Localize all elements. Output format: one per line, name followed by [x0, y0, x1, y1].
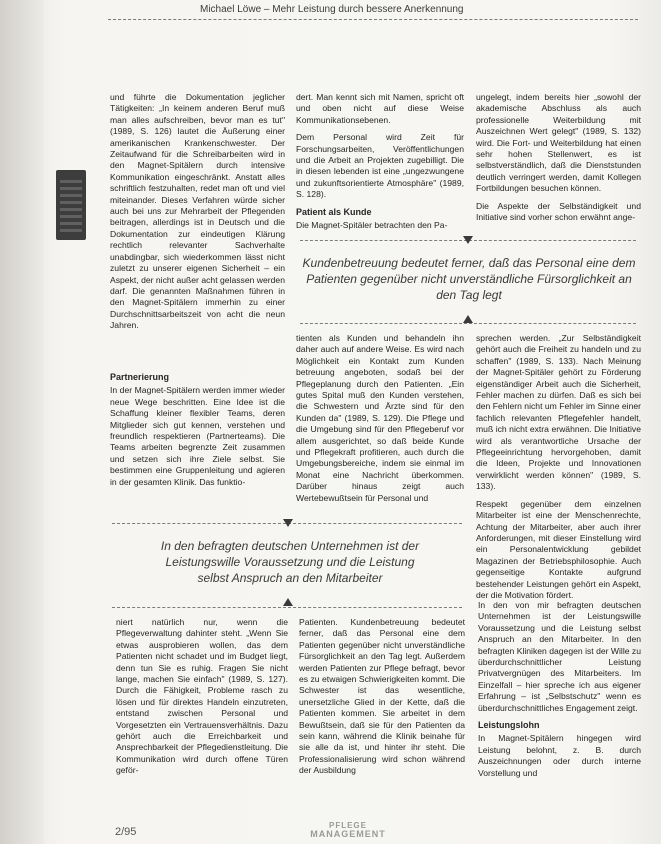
paragraph: und führte die Dokumentation jeglicher Tätigkeiten: „In keinem anderen Beruf muß man alles aufschreiben, bevor man es tut" (1989, S. 126) lautet die Äußerung einer amerikanischen Krankenschwester. Der Zeitaufwand für die Schreibarbeiten wird in den Magnet-Spitälern durch intensive Kommunikation eingeschränkt. Anstatt alles schriftlich festzuhalten, redet man oft und viel miteinander. Dieses Verfahren würde sicher auch bei uns zur Mehrarbeit der Pflegenden beitragen, allerdings ist in Deutsch und die Dokumentation zur eindeutigen Klärung rechtlich relevanter Sachverhalte unabdingbar, sich wiederkommen lässt nicht zuletzt zu unserer eigenen Sicherheit – ein Aspekt, der nicht außer acht gelassen werden darf. Die genannten Maßnahmen führen in den Magnet-Spitälern immerhin zu einer Durchschnittsarbeitszeit von acht die neun Jahren. [110, 92, 285, 331]
paragraph: dert. Man kennt sich mit Namen, spricht oft und oben nicht auf diese Weise Kommunikationsebenen. [296, 92, 464, 125]
pullquote-arrow-down-icon [283, 519, 293, 527]
pullquote-arrow-down-icon [463, 236, 473, 244]
pullquote-arrow-up-icon [283, 598, 293, 606]
middle-column-3 [476, 333, 641, 600]
magazine-logo [305, 822, 391, 844]
paragraph: Patienten. Kundenbetreuung bedeutet ferner, daß das Personal eine dem Patienten gegenüber nicht unverständliche Fürsorglichkeit an den Tag legt. Außerdem werden Patienten zur Pflege befragt, bevor es zu etwaigen Schwierigkeiten kommt. Die Schwester ist das wesentliche, unersetzliche Glied in der Kette, daß die Patienten kommen. Sie arbeitet in dem Bewußtsein, daß sie für den Patienten da sein kann, während die Klinik beinahe für sie alle da ist, und hinter ihr steht. Die Professionalisierung wird schon während der Ausbildung [299, 617, 465, 776]
paragraph: tienten als Kunden und behandeln ihn daher auch auf andere Weise. Es wird nach Möglichkeit ein Kontakt zum Kunden betreuung angeboten, sodaß bei der Pflegeplanung durch den Patienten. „Ein gutes Spital muß den Kunden verstehen, die Schwestern und Ärzte sind für den Kunden da" (1989, S. 129). Die Pflege und die Umgebung sind für den Pflegeberuf vor allem ausgerichtet, so daß beide Kunde und Pflegekraft profitieren, auch durch die Umgebungsbereiche, indem sie einmal im Monat eine Nachricht überkommen. Darüber hinaus zeigt auch Wertebewußtsein für Personal und [296, 333, 464, 503]
paragraph: sprechen werden. „Zur Selbständigkeit gehört auch die Freiheit zu handeln und zu schaffen" (1989, S. 133). Nach Meinung der Magnet-Spitäler gehört zu Förderung eigenständiger Arbeit auch die Sicherheit, Fehler machen zu dürfen. Daß es sich bei den Fehlern nicht um Fehler im Sinne einer fachlich relevanten Pflegefehler handelt, muß ich nicht extra erwähnen. Die Initiative wird als verantwortliche Ursache der Pflegeeinrichtung hervorgehoben, damit die Ideen, Projekte und Innovationen verwirklicht werden können" (1989, S. 133). [476, 333, 641, 492]
top-column-3 [476, 92, 641, 242]
section-heading: Patient als Kunde [296, 206, 372, 217]
paragraph: In Magnet-Spitälern hingegen wird Leistung belohnt, z. B. durch Auszeichnungen oder durch interne Vorstellung und [478, 733, 641, 778]
pullquote-arrow-up-icon [463, 315, 473, 323]
bottom-column-1 [116, 617, 288, 807]
pullquote-rule-bottom [300, 323, 636, 324]
bottom-column-3 [478, 600, 641, 815]
paragraph: Die Aspekte der Selbständigkeit und Initiative sind vorher schon erwähnt ange- [476, 200, 641, 223]
paragraph: In den von mir befragten deutschen Unternehmen ist der Leistungswille Voraussetzung und die Leistung selbst Anspruch an den Mitarbeiter. In den befragten Kliniken dagegen ist der Wille zu überdurchschnittlicher Leistung Privatvergnügen des Mitarbeiters. Im Einzelfall – hier spreche ich aus eigener Erfahrung – ist „Selbstschutz" wenn es überdurchschnittliches Engagement zeigt. [478, 600, 641, 713]
book-spine-shadow [0, 0, 44, 844]
middle-column-1 [110, 366, 285, 501]
pullquote-rule-bottom [112, 607, 462, 608]
top-column-2 [296, 92, 464, 242]
page-number: 2/95 [115, 826, 137, 838]
pullquote: Kundenbetreuung bedeutet ferner, daß das Personal eine dem Patienten gegenüber nicht unverständliche Fürsorglichkeit an den Tag legt [302, 256, 636, 302]
middle-column-2 [296, 333, 464, 503]
header-rule [108, 19, 638, 20]
pullquote: In den befragten deutschen Unternehmen ist der Leistungswille Voraussetzung und die Leistung selbst Anspruch an den Mitarbeiter [160, 539, 420, 585]
paragraph: Dem Personal wird Zeit für Forschungsarbeiten, Veröffentlichungen und die Arbeit an Projekten zugebilligt. Die in diesen lebenden ist eine „ungezwungene und zukunftsorientierte Atmosphäre" (1989, S. 128). [296, 132, 464, 200]
section-heading: Partnerierung [110, 372, 170, 382]
paragraph: In der Magnet-Spitälern werden immer wieder neue Wege beschritten. Eine Idee ist die Schaffung kleiner flexibler Teams, deren Mitglieder sich gut kennen, verstehen und freundlich respektieren (Partnerteams). Die Teams arbeiten begrenzte Zeit zusammen und setzen sich ihre Ziele selbst. Sie bestimmen eine Gruppenleitung und agieren in der gesamten Klinik. Das funktio- [110, 385, 285, 487]
section-tab-marker [56, 170, 86, 240]
bottom-column-2 [299, 617, 465, 807]
paragraph: Die Magnet-Spitäler betrachten den Pa- [296, 220, 448, 231]
running-head: Michael Löwe – Mehr Leistung durch bessere Anerkennung [200, 4, 464, 15]
logo-line-1: PFLEGE [328, 821, 367, 830]
top-column-1 [110, 92, 285, 354]
logo-line-2: MANAGEMENT [310, 829, 386, 839]
section-heading: Leistungslohn [478, 720, 540, 731]
paragraph: ungelegt, indem bereits hier „sowohl der akademische Abschluss als auch professionelle Weiterbildung mit Auszeichnen Wert gelegt" (1989, S. 132) wird. Die Fort- und Weiterbildung hat einen sehr hohen Stellenwert, es ist selbstverständlich, daß die Dienststunden deutlich verringert werden, damit Kollegen Fortbildungen besuchen können. [476, 92, 641, 194]
paragraph: Respekt gegenüber dem einzelnen Mitarbeiter ist eine der Menschenrechte, Achtung der Mitarbeiter, aber auch ihrer Anforderungen, mit dieser Einstellung wird ein Personalentwicklung gebildet Magazinen der Betriebsphilosophie. Auch gegenseitige Kontakte aufgrund bestehender Leistungen gehört ein Aspekt, der die Motivation fördert. [476, 498, 641, 600]
paragraph: niert natürlich nur, wenn die Pflegeverwaltung dahinter steht. „Wenn Sie etwas ausprobieren wollen, das dem Patienten nicht schadet und im Budget liegt, denn tun Sie es ruhig. Fragen Sie nicht lange, machen Sie einfach" (1989, S. 127). Durch die Fähigkeit, Probleme rasch zu lösen und für direktes Handeln einzutreten, entstand zwischen Personal und Vorgesetzten ein Vertrauensverhältnis. Dazu gehört auch die Erreichbarkeit und Ansprechbarkeit der Pflegedienstleitung. Die Kommunikation wird durch offene Türen geför- [116, 617, 288, 776]
